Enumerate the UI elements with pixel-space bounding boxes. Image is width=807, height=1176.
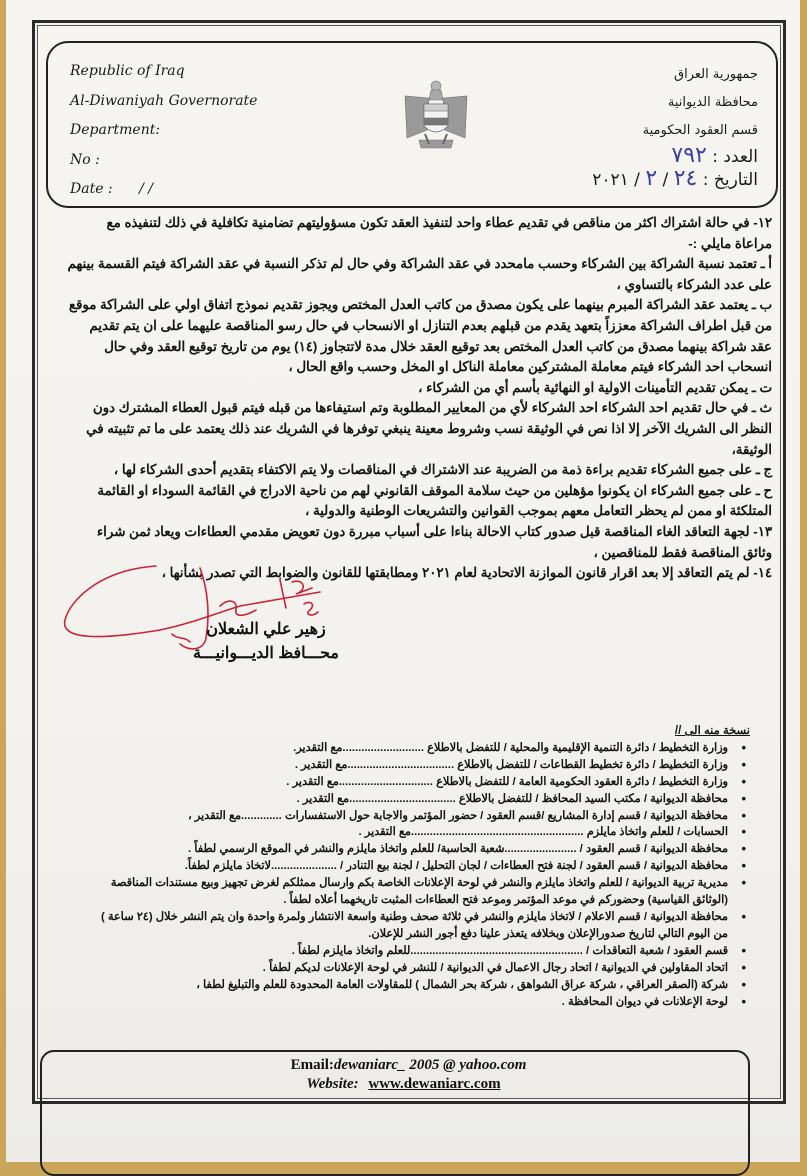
signatory-title: محـــافظ الديـــوانيـــة bbox=[193, 645, 339, 662]
governorate-en: Al-Diwaniyah Governorate bbox=[70, 92, 258, 109]
clause-12: ١٢- في حالة اشتراك اكثر من مناقص في تقديم عطاء واحد لتنفيذ العقد تكون مسؤوليتهم تضامنية تكافلية في ذلك لتنفيذه مع مراعاة مايلي :- bbox=[106, 215, 772, 251]
clause-12-h: ح ـ على جميع الشركاء ان يكونوا مؤهلين من حيث سلامة الموقف القانوني لهم من ناحية الادراج في القائمة السوداء او القائمة المتلكئة او ممن لم يحظر التعامل معهم بموجب القوانين والتشريعات الوطنية والدولية ، bbox=[97, 482, 772, 519]
clause-14: ١٤- لم يتم التعاقد إلا بعد اقرار قانون الموازنة الاتحادية لعام ٢٠٢١ ومطابقتها للقانون والضوابط التي تصدر بشأنها ، bbox=[161, 565, 772, 581]
signatory bbox=[176, 618, 356, 666]
recipient-item: • وزارة التخطيط / دائرة التنمية الإقليمية والمحلية / للتفضل بالاطلاع ..........................مع التقدير. bbox=[90, 740, 728, 757]
number-value-ar: ٧٩٢ bbox=[671, 143, 707, 168]
governorate-ar: محافظة الديوانية bbox=[667, 95, 758, 110]
recipient-item: • وزارة التخطيط / دائرة العقود الحكومية العامة / للتفضل بالاطلاع ..............................مع التقدير . bbox=[90, 774, 728, 791]
distribution-list bbox=[90, 723, 750, 1010]
date-year-ar: ٢٠٢١ bbox=[592, 170, 629, 190]
distribution-title: نسخة منه الى // bbox=[674, 725, 750, 737]
clause-12-b: ب ـ يعتمد عقد الشراكة المبرم بينهما على يكون مصدق من كاتب العدل المختص ويجوز تقديم نموذج اتفاق اولي على الشراكة موقع من قبل اطراف الشراكة معززاً بتعهد يقدم من قبلهم بعدم التنازل او الانسحاب في حال رسو المناقصة عليهما على ان يتم تقديم عقد شراكة بينهما مصدق من كاتب العدل المختص بعد توقيع العقد خلال مدة لاتتجاوز (١٤) يوم من تاريخ توقيع العقد وفي حال انسحاب احد الشركاء فيتم معاملة المشتركين معاملة الناكل او المخل وحسب واقع الحال ، bbox=[68, 297, 772, 375]
clause-12-th: ث ـ في حال تقديم احد الشركاء احد الشركاء لأي من المعايير المطلوبة وتم استيفاءها من قبله فيتم قبول العطاء المشترك دون النظر الى الشريك الآخر إلا اذا نص في الوثيقة نسب وشروط معينة ينبغي توفرها في الشريك عند ذلك يعتمد على ما تم تثبيته في الوثيقة، bbox=[86, 400, 772, 457]
signatory-name: زهير علي الشعلان bbox=[206, 621, 326, 638]
recipient-list bbox=[90, 740, 750, 1011]
email-address[interactable]: dewaniarc_ 2005 @ yahoo.com bbox=[333, 1057, 527, 1073]
date-row-en bbox=[70, 175, 257, 205]
date-label-en: Date : bbox=[70, 181, 113, 197]
letter-body bbox=[66, 213, 772, 584]
date-value-en: / / bbox=[139, 181, 153, 197]
clause-12-j: ج ـ على جميع الشركاء تقديم براءة ذمة من الضريبة عند الاشتراك في المناقصات ولا يتم الاكتفاء بتقديم أحدى الشركاء لها ، bbox=[113, 462, 772, 478]
recipient-item: • محافظة الديوانية / قسم العقود / لجنة فتح العطاءات / لجان التحليل / لجنة بيع التنادر / .....................لاتخاذ مايلزم لطفاً. bbox=[90, 858, 728, 875]
recipient-item: • محافظة الديوانية / قسم الاعلام / لاتخاذ مايلزم والنشر في ثلاثة صحف وطنية واسعة الانتشار ولمرة واحدة وان يتم النشر خلال (٢٤ ساعة ) من اليوم التالي لتاريخ صدورالإعلان وبخلافه يتعذر علينا دفع أجور النشر للإعلان. bbox=[90, 909, 728, 943]
recipient-item: • اتحاد المقاولين في الديوانية / اتحاد رجال الاعمال في الديوانية / للنشر في لوحة الإعلانات لديكم لطفاً . bbox=[90, 960, 728, 977]
department-label-en: Department: bbox=[70, 122, 161, 138]
recipient-item: • محافظة الديوانية / قسم العقود / .......................شعبة الحاسبة/ للعلم واتخاذ مايلزم والنشر في الموقع الرسمي لطفاً . bbox=[90, 841, 728, 858]
iraq-eagle-emblem-icon bbox=[401, 78, 471, 158]
recipient-item: • مديرية تربية الديوانية / للعلم واتخاذ مايلزم والنشر في لوحة الإعلانات الخاصة بكم وارسال ممثلكم لغرض تجهيز وبيع مستندات المناقصة (الوثائق القياسية) وحضوركم في موعد المؤتمر وموعد فتح العطاءات المثبت تاريخهما أعلاه لطفاً . bbox=[90, 875, 728, 909]
recipient-item: • محافظة الديوانية / قسم إدارة المشاريع /قسم العقود / حضور المؤتمر والاجابة حول الاستفسارات .............مع التقدير ، bbox=[90, 808, 728, 825]
contact-footer bbox=[0, 1056, 807, 1094]
email-label: Email: bbox=[290, 1057, 334, 1073]
email-row bbox=[0, 1056, 807, 1075]
number-row-ar bbox=[592, 145, 758, 168]
date-label-ar: التاريخ : bbox=[702, 170, 758, 190]
clause-13: ١٣- لجهة التعاقد الغاء المناقصة قبل صدور كتاب الاحالة بناءا على أسباب مبررة دون تعويض مقدمي العطاءات ويعاد ثمن شراء وثائق المناقصة فقط للمناقصين ، bbox=[96, 523, 772, 560]
website-link[interactable]: www.dewaniarc.com bbox=[368, 1076, 501, 1092]
date-day-ar: ٢٤ bbox=[673, 166, 698, 191]
clause-12-t: ت ـ يمكن تقديم التأمينات الاولية او النهائية بأسم أي من الشركاء ، bbox=[418, 379, 772, 395]
number-label-ar: العدد : bbox=[712, 147, 758, 167]
recipient-item: • الحسابات / للعلم واتخاذ مايلزم .......................................................مع التقدير . bbox=[90, 824, 728, 841]
recipient-item: • وزارة التخطيط / دائرة تخطيط القطاعات / للتفضل بالاطلاع ..................................مع التقدير . bbox=[90, 757, 728, 774]
recipient-item: • محافظة الديوانية / مكتب السيد المحافظ / للتفضل بالاطلاع ..................................مع التقدير . bbox=[90, 791, 728, 808]
signature-block bbox=[60, 560, 360, 680]
country-en: Republic of Iraq bbox=[70, 63, 185, 79]
recipient-item: • لوحة الإعلانات في ديوان المحافظة . bbox=[90, 994, 728, 1011]
date-month-ar: ٢ bbox=[645, 166, 658, 191]
recipient-item: • شركة (الصقر العراقي ، شركة عراق الشواهق ، شركة بحر الشمال ) للمقاولات العامة المحدودة للعلم والتبليغ لطفا ، bbox=[90, 977, 728, 994]
department-ar: قسم العقود الحكومية bbox=[642, 123, 758, 138]
letterhead-english bbox=[70, 57, 257, 205]
date-row-ar: التاريخ : ٢٤ / ٢ / ٢٠٢١ bbox=[592, 166, 758, 191]
letterhead-arabic bbox=[592, 61, 758, 191]
clause-12-a: أ ـ تعتمد نسبة الشراكة بين الشركاء وحسب مامحدد في عقد الشراكة وفي حال لم تذكر النسبة في عقد الشراكة فيتم القسمة بينهم على عدد الشركاء بالتساوي ، bbox=[67, 256, 772, 292]
website-label: Website: bbox=[306, 1076, 359, 1092]
number-label-en: No : bbox=[70, 151, 100, 168]
website-row bbox=[0, 1075, 807, 1094]
country-ar: جمهورية العراق bbox=[674, 67, 758, 82]
recipient-item: • قسم العقود / شعبة التعاقدات / .......................................................للعلم واتخاذ مايلزم لطفاً . bbox=[90, 943, 728, 960]
